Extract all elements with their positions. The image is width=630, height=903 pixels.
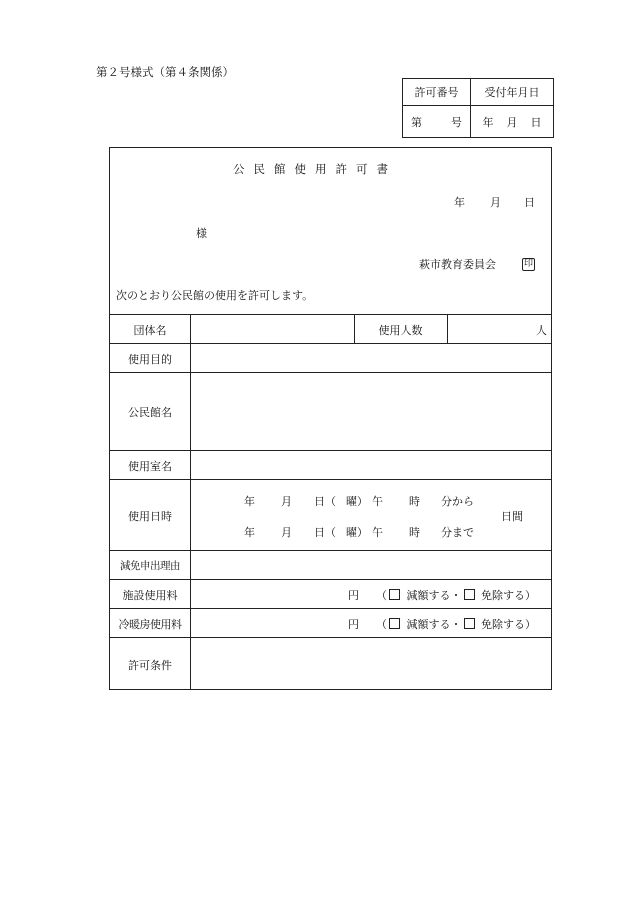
facility-fee-label: 施設使用料 [122,589,178,602]
hvac-fee-yen: 円 [348,618,359,631]
datetime-label: 使用日時 [128,510,172,523]
row-divider [109,343,552,344]
received-date-header: 受付年月日 [471,79,554,106]
issue-month: 月 [490,196,501,209]
start-minute-from: 分から [441,495,474,508]
seal-stamp: 印 [523,259,533,269]
end-minute-until: 分まで [441,526,474,539]
row-divider [109,550,552,551]
start-noon: 午 [372,495,383,508]
group-name-label: 団体名 [133,324,167,337]
start-month: 月 [281,495,292,508]
facility-fee-yen: 円 [348,589,359,602]
purpose-label: 使用目的 [128,353,172,366]
issuer-name: 萩市教育委員会 [419,258,496,271]
start-day: 日（ [314,495,336,508]
row-divider [109,372,552,373]
permit-number-cell[interactable] [403,106,471,138]
hvac-reduce-checkbox[interactable] [389,618,400,629]
room-name-label: 使用室名 [128,460,172,473]
hvac-reduce-label: 減額する・ [406,618,462,631]
recipient-suffix: 様 [196,227,207,240]
start-weekday: 曜） [346,495,368,508]
start-hour: 時 [409,495,420,508]
label-column-divider [190,314,191,690]
document-title: 公民館使用許可書 [233,162,397,176]
end-noon: 午 [372,526,383,539]
hvac-exempt-label: 免除する） [481,618,536,631]
permit-number-suffix: 号 [451,115,462,129]
row-divider [109,637,552,638]
row-divider [109,314,552,315]
duration-days: 日間 [501,510,523,523]
hvac-fee-paren: （ [376,618,387,631]
attendees-unit: 人 [536,324,547,337]
hall-name-label: 公民館名 [128,406,172,419]
end-weekday: 曜） [346,526,368,539]
facility-reduce-checkbox[interactable] [389,589,400,600]
row-divider [109,579,552,580]
hvac-fee-options [376,616,536,632]
end-month: 月 [281,526,292,539]
facility-fee-paren: （ [376,589,387,602]
form-number-label: 第２号様式（第４条関係） [96,65,234,79]
permit-number-prefix: 第 [411,115,422,129]
end-day: 日（ [314,526,336,539]
issuer-seal [522,256,535,271]
reduction-reason-label: 減免申出理由 [120,560,180,572]
received-day: 日 [530,115,542,129]
received-month: 月 [506,115,518,129]
hvac-fee-label: 冷暖房使用料 [118,618,182,631]
facility-exempt-label: 免除する） [481,589,536,602]
issue-year: 年 [454,196,465,209]
attendees-label: 使用人数 [378,324,423,337]
start-year: 年 [244,495,255,508]
conditions-label: 許可条件 [128,659,172,672]
end-year: 年 [244,526,255,539]
permit-number-header: 許可番号 [403,79,471,106]
facility-reduce-label: 減額する・ [406,589,462,602]
issue-day: 日 [524,196,535,209]
receipt-table [402,78,554,138]
row-divider [109,479,552,480]
row-divider [109,608,552,609]
received-year: 年 [482,115,494,129]
hvac-exempt-checkbox[interactable] [464,618,475,629]
intro-text: 次のとおり公民館の使用を許可します。 [116,289,314,302]
end-hour: 時 [409,526,420,539]
row-divider [109,450,552,451]
facility-exempt-checkbox[interactable] [464,589,475,600]
facility-fee-options [376,587,536,603]
received-date-cell[interactable] [471,106,554,138]
